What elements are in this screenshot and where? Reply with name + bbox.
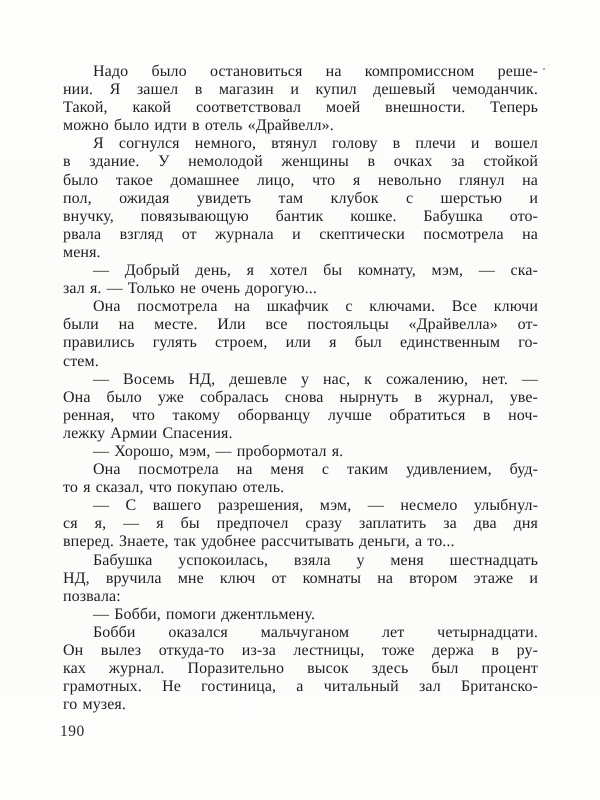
text-line: — Хорошо, мэм, — пробормотал я. — [93, 442, 344, 460]
text-line: НД, вручила мне ключ от комнаты на втором этаже и — [63, 569, 538, 587]
text-line: нии. Я зашел в магазин и купил дешевый чемоданчик. — [63, 81, 538, 99]
text-line: го музея. — [63, 696, 126, 714]
text-line: вперед. Знаете, так удобнее рассчитывать деньги, а то... — [63, 533, 455, 551]
text-line: лежку Армии Спасения. — [63, 424, 233, 442]
text-line: Он вылез откуда-то из-за лестницы, тоже держа в ру- — [63, 642, 538, 659]
text-line: позвала: — [63, 587, 121, 605]
text-line: — Восемь НД, дешевле у нас, к сожалению, нет. — — [93, 370, 538, 388]
page-number: 190 — [60, 723, 85, 740]
text-line: Она посмотрела на шкафчик с ключами. Все ключи — [93, 298, 538, 316]
text-line: ренная, что такому оборванцу лучше обратиться в ноч- — [63, 406, 538, 424]
text-line: Надо было остановиться на компромиссном реше- — [93, 63, 538, 80]
text-line: правились гулять строем, или я был единственным го- — [63, 334, 538, 352]
text-line: в здание. У немолодой женщины в очках за стойкой — [63, 153, 538, 171]
scan-speck-artifact — [543, 68, 545, 70]
text-line: — Добрый день, я хотел бы комнату, мэм, — ска- — [93, 262, 538, 280]
text-line: — Бобби, помоги джентльмену. — [93, 605, 316, 623]
text-line: — С вашего разрешения, мэм, — несмело улыбнул- — [93, 497, 538, 515]
text-line: рвала взгляд от журнала и скептически посмотрела на — [63, 225, 538, 243]
text-line: Я согнулся немного, втянул голову в плечи и вошел — [93, 135, 538, 153]
text-line: были на месте. Или все постояльцы «Драйвелла» от- — [63, 316, 538, 334]
text-line: грамотных. Не гостиница, а читальный зал Британско- — [63, 678, 538, 696]
text-line: можно было идти в отель «Драйвелл». — [63, 117, 334, 135]
page-text-block — [63, 63, 538, 714]
text-line: то я сказал, что покупаю отель. — [63, 479, 285, 497]
text-line: Она было уже собралась снова нырнуть в журнал, уве- — [63, 388, 538, 406]
text-line: Она посмотрела на меня с таким удивлением, буд- — [93, 461, 538, 479]
text-line: зал я. — Только не очень дорогую... — [63, 280, 317, 298]
text-line: ках журнал. Поразительно высок здесь был процент — [63, 660, 538, 678]
text-line: стем. — [63, 352, 99, 370]
text-line: меня. — [63, 243, 101, 261]
text-line: пол, ожидая увидеть там клубок с шерстью и — [63, 189, 538, 207]
text-line: внучку, повязывающую бантик кошке. Бабушка ото- — [63, 207, 538, 225]
text-line: Такой, какой соответствовал моей внешности. Теперь — [63, 99, 538, 117]
text-line: ся я, — я бы предпочел сразу заплатить за два дня — [63, 515, 538, 533]
text-line: было такое домашнее лицо, что я невольно глянул на — [63, 171, 538, 189]
text-line: Бобби оказался мальчуганом лет четырнадцати. — [93, 623, 538, 641]
text-line: Бабушка успокоилась, взяла у меня шестнадцать — [93, 551, 538, 569]
